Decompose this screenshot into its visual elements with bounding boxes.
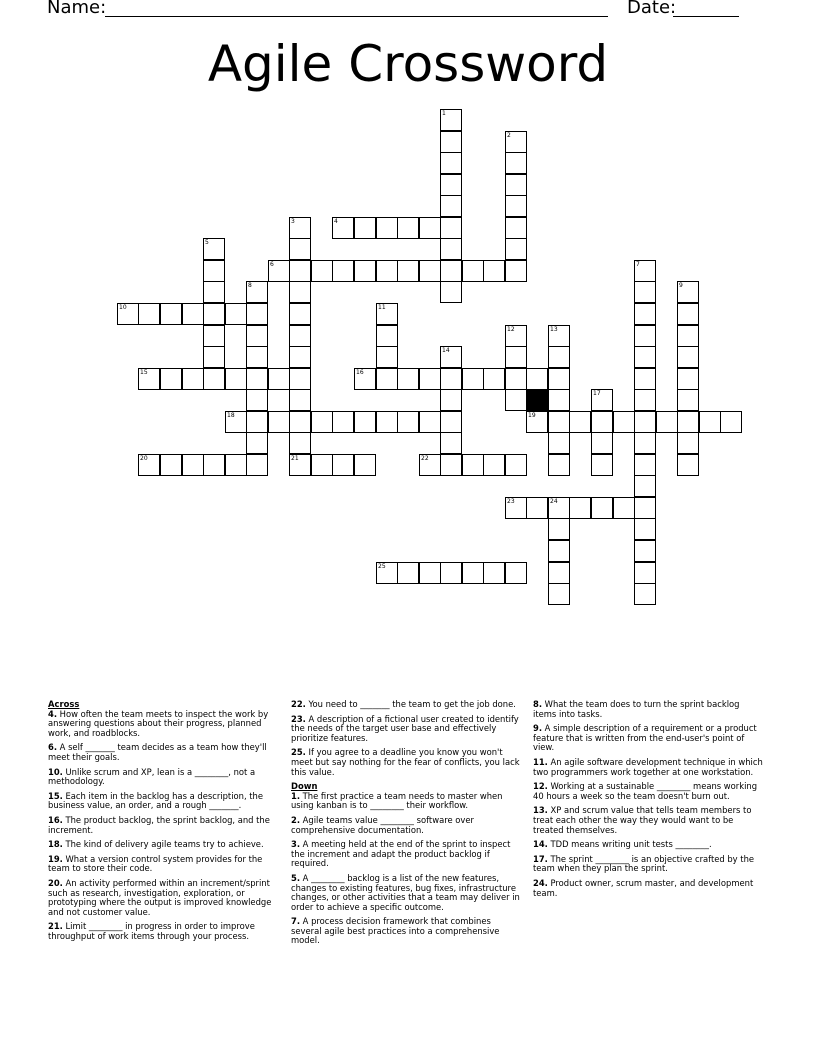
grid-cell[interactable]: [354, 260, 376, 282]
grid-cell[interactable]: [505, 195, 527, 217]
down-clue: [533, 855, 765, 874]
grid-cell[interactable]: [440, 281, 462, 303]
grid-cell[interactable]: [440, 195, 462, 217]
grid-cell[interactable]: [376, 368, 398, 390]
clue-number: 1.: [291, 790, 301, 801]
grid-cell[interactable]: [397, 562, 419, 584]
grid-cell[interactable]: [548, 497, 570, 519]
grid-cell[interactable]: [289, 303, 311, 325]
grid-cell[interactable]: [332, 217, 354, 239]
clue-text: Unlike scrum and XP, lean is a ________, not a methodology.: [48, 766, 256, 787]
grid-cell[interactable]: [440, 432, 462, 454]
grid-cell[interactable]: [634, 497, 656, 519]
across-clue: [48, 840, 280, 850]
grid-cell[interactable]: [376, 303, 398, 325]
grid-cell[interactable]: [268, 411, 290, 433]
cell-number: 9: [679, 282, 683, 289]
grid-cell[interactable]: [613, 497, 635, 519]
down-clue: [291, 840, 523, 869]
grid-cell[interactable]: [677, 389, 699, 411]
grid-cell[interactable]: [505, 238, 527, 260]
grid-cell[interactable]: [483, 260, 505, 282]
clue-text: A ________ backlog is a list of the new features, changes to existing features, bug fixes, infrastructure changes, or other activities that a team may deliver in order to achieve a specific outcome.: [291, 872, 520, 912]
clue-number: 3.: [291, 839, 301, 850]
grid-cell[interactable]: [354, 411, 376, 433]
grid-cell[interactable]: [203, 325, 225, 347]
grid-cell[interactable]: [569, 411, 591, 433]
grid-cell[interactable]: [203, 260, 225, 282]
grid-cell[interactable]: [419, 411, 441, 433]
clue-number: 4.: [48, 708, 58, 719]
grid-cell[interactable]: [419, 368, 441, 390]
grid-cell[interactable]: [634, 325, 656, 347]
clue-number: 8.: [533, 699, 543, 709]
grid-cell[interactable]: [591, 497, 613, 519]
down-clue: [533, 782, 765, 801]
clue-text: The first practice a team needs to master when using kanban is to ________ their workflow.: [291, 790, 503, 811]
grid-cell[interactable]: [440, 389, 462, 411]
grid-cell[interactable]: [634, 260, 656, 282]
grid-cell[interactable]: [311, 454, 333, 476]
cell-number: 4: [334, 218, 338, 225]
cell-number: 14: [442, 347, 450, 354]
grid-cell[interactable]: [677, 346, 699, 368]
grid-cell[interactable]: [182, 368, 204, 390]
grid-cell[interactable]: [376, 325, 398, 347]
across-clue: [48, 743, 280, 762]
grid-cell[interactable]: [548, 346, 570, 368]
cell-number: 13: [550, 326, 558, 333]
clue-number: 6.: [48, 742, 58, 753]
grid-cell[interactable]: [634, 518, 656, 540]
grid-cell[interactable]: [268, 368, 290, 390]
grid-cell[interactable]: [440, 368, 462, 390]
cell-number: 15: [140, 369, 148, 376]
grid-cell[interactable]: [246, 411, 268, 433]
grid-cell[interactable]: [440, 131, 462, 153]
grid-cell[interactable]: [483, 562, 505, 584]
cell-number: 5: [205, 239, 209, 246]
clue-number: 16.: [48, 814, 63, 825]
grid-cell[interactable]: [505, 562, 527, 584]
grid-cell[interactable]: [440, 109, 462, 131]
grid-cell[interactable]: [203, 238, 225, 260]
grid-cell[interactable]: [311, 411, 333, 433]
grid-cell[interactable]: [289, 389, 311, 411]
grid-cell[interactable]: [505, 217, 527, 239]
across-clue: [48, 768, 280, 787]
grid-cell[interactable]: [505, 152, 527, 174]
grid-cell[interactable]: [677, 303, 699, 325]
clue-text: What a version control system provides for the team to store their code.: [48, 853, 263, 874]
clue-number: 17.: [533, 853, 548, 864]
grid-cell[interactable]: [289, 454, 311, 476]
grid-cell[interactable]: [203, 368, 225, 390]
grid-cell[interactable]: [376, 260, 398, 282]
clue-text: Limit ________ in progress in order to improve throughput of work items through your process.: [48, 921, 255, 941]
grid-cell[interactable]: [462, 454, 484, 476]
down-clue: [291, 816, 523, 835]
cell-number: 11: [378, 304, 386, 311]
grid-cell[interactable]: [569, 497, 591, 519]
clue-number: 13.: [533, 805, 548, 816]
grid-cell[interactable]: [397, 411, 419, 433]
grid-cell[interactable]: [354, 368, 376, 390]
grid-cell[interactable]: [440, 411, 462, 433]
grid-cell[interactable]: [634, 540, 656, 562]
grid-cell[interactable]: [548, 540, 570, 562]
grid-cell[interactable]: [138, 368, 160, 390]
grid-cell[interactable]: [203, 281, 225, 303]
grid-cell[interactable]: [634, 432, 656, 454]
grid-cell[interactable]: [526, 411, 548, 433]
grid-cell[interactable]: [677, 281, 699, 303]
grid-cell[interactable]: [677, 368, 699, 390]
grid-cell[interactable]: [591, 411, 613, 433]
cell-number: 2: [507, 132, 511, 139]
clue-text: How often the team meets to inspect the work by answering questions about their progress, planned work, and roadblocks.: [48, 708, 269, 738]
grid-cell[interactable]: [182, 303, 204, 325]
grid-cell[interactable]: [548, 432, 570, 454]
grid-cell[interactable]: [289, 432, 311, 454]
black-cell: [526, 389, 548, 411]
grid-cell[interactable]: [182, 454, 204, 476]
grid-cell[interactable]: [677, 454, 699, 476]
clue-text: Agile teams value ________ software over comprehensive documentation.: [291, 814, 474, 835]
grid-cell[interactable]: [634, 303, 656, 325]
grid-cell[interactable]: [246, 432, 268, 454]
grid-cell[interactable]: [591, 432, 613, 454]
clue-text: The sprint ________ is an objective crafted by the team when they plan the sprint.: [533, 853, 755, 874]
cell-number: 22: [421, 455, 429, 462]
down-clue: [291, 874, 523, 912]
cell-number: 3: [291, 218, 295, 225]
grid-cell[interactable]: [246, 346, 268, 368]
grid-cell[interactable]: [634, 454, 656, 476]
grid-cell[interactable]: [548, 583, 570, 605]
grid-cell[interactable]: [505, 346, 527, 368]
grid-cell[interactable]: [440, 454, 462, 476]
clues-column-3: [533, 700, 765, 903]
clue-number: 25.: [291, 747, 306, 758]
clue-number: 22.: [291, 699, 306, 709]
grid-cell[interactable]: [634, 411, 656, 433]
grid-cell[interactable]: [160, 303, 182, 325]
grid-cell[interactable]: [634, 583, 656, 605]
grid-cell[interactable]: [332, 260, 354, 282]
grid-cell[interactable]: [268, 260, 290, 282]
grid-cell[interactable]: [505, 131, 527, 153]
clue-text: You need to _______ the team to get the job done.: [305, 699, 516, 709]
grid-cell[interactable]: [354, 217, 376, 239]
clue-number: 23.: [291, 713, 306, 724]
grid-cell[interactable]: [246, 368, 268, 390]
clue-number: 21.: [48, 921, 63, 932]
clue-text: Each item in the backlog has a description, the business value, an order, and a rough _______.: [48, 790, 264, 811]
cell-number: 10: [119, 304, 127, 311]
grid-cell[interactable]: [505, 174, 527, 196]
grid-cell[interactable]: [548, 518, 570, 540]
grid-cell[interactable]: [505, 325, 527, 347]
grid-cell[interactable]: [419, 260, 441, 282]
grid-cell[interactable]: [656, 411, 678, 433]
grid-cell[interactable]: [419, 217, 441, 239]
clue-text: A meeting held at the end of the sprint to inspect the increment and adapt the product backlog if required.: [291, 839, 511, 869]
grid-cell[interactable]: [526, 368, 548, 390]
grid-cell[interactable]: [246, 454, 268, 476]
cell-number: 16: [356, 369, 364, 376]
cell-number: 24: [550, 498, 558, 505]
down-clue: [291, 792, 523, 811]
across-clue: [48, 710, 280, 739]
grid-cell[interactable]: [505, 368, 527, 390]
grid-cell[interactable]: [548, 454, 570, 476]
grid-cell[interactable]: [203, 454, 225, 476]
clue-text: A simple description of a requirement or a product feature that is written from the end-user's point of view.: [533, 723, 757, 753]
cell-number: 8: [248, 282, 252, 289]
grid-cell[interactable]: [311, 260, 333, 282]
clue-number: 9.: [533, 723, 543, 734]
grid-cell[interactable]: [289, 325, 311, 347]
page-title: Agile Crossword: [207, 35, 609, 93]
grid-cell[interactable]: [634, 475, 656, 497]
cell-number: 20: [140, 455, 148, 462]
grid-cell[interactable]: [332, 411, 354, 433]
down-clue: [533, 840, 765, 850]
grid-cell[interactable]: [289, 411, 311, 433]
grid-cell[interactable]: [440, 562, 462, 584]
down-clue: [291, 917, 523, 946]
cell-number: 21: [291, 455, 299, 462]
across-clue: [48, 879, 280, 917]
cell-number: 19: [528, 412, 536, 419]
clue-number: 7.: [291, 916, 301, 927]
clue-text: The kind of delivery agile teams try to achieve.: [62, 839, 264, 850]
grid-cell[interactable]: [354, 454, 376, 476]
grid-cell[interactable]: [203, 346, 225, 368]
down-clue: [533, 806, 765, 835]
clue-number: 24.: [533, 877, 548, 888]
clue-number: 12.: [533, 781, 548, 792]
clue-text: If you agree to a deadline you know you won't meet but say nothing for the fear of conflicts, you lack this value.: [291, 747, 520, 777]
grid-cell[interactable]: [548, 562, 570, 584]
grid-cell[interactable]: [246, 303, 268, 325]
clue-text: The product backlog, the sprint backlog, and the increment.: [48, 814, 270, 835]
grid-cell[interactable]: [440, 174, 462, 196]
across-clue: [48, 816, 280, 835]
across-clue: [291, 748, 523, 777]
grid-cell[interactable]: [376, 562, 398, 584]
grid-cell[interactable]: [376, 217, 398, 239]
grid-cell[interactable]: [462, 368, 484, 390]
clue-text: A process decision framework that combines several agile best practices into a comprehensive model.: [291, 916, 500, 946]
grid-cell[interactable]: [440, 152, 462, 174]
clue-text: Product owner, scrum master, and development team.: [533, 877, 754, 898]
grid-cell[interactable]: [419, 454, 441, 476]
clue-text: An activity performed within an increment/sprint such as research, investigation, exploration, or prototyping where the output is improved knowledge and not customer value.: [48, 877, 272, 917]
grid-cell[interactable]: [699, 411, 721, 433]
clue-text: TDD means writing unit tests ________.: [547, 839, 712, 850]
grid-cell[interactable]: [289, 238, 311, 260]
grid-cell[interactable]: [332, 454, 354, 476]
grid-cell[interactable]: [548, 325, 570, 347]
down-clue: [533, 879, 765, 898]
grid-cell[interactable]: [376, 411, 398, 433]
grid-cell[interactable]: [440, 260, 462, 282]
across-clue: [48, 792, 280, 811]
cell-number: 7: [636, 261, 640, 268]
grid-cell[interactable]: [677, 325, 699, 347]
across-clue: [291, 700, 523, 710]
clue-number: 2.: [291, 814, 301, 825]
grid-cell[interactable]: [440, 238, 462, 260]
down-clue: [533, 758, 765, 777]
grid-cell[interactable]: [246, 325, 268, 347]
grid-cell[interactable]: [634, 562, 656, 584]
date-label: Date:: [627, 0, 677, 18]
grid-cell[interactable]: [203, 303, 225, 325]
grid-cell[interactable]: [397, 217, 419, 239]
grid-cell[interactable]: [483, 368, 505, 390]
grid-cell[interactable]: [634, 346, 656, 368]
clue-number: 10.: [48, 766, 63, 777]
clue-number: 15.: [48, 790, 63, 801]
down-clue: [533, 700, 765, 719]
across-clue: [291, 715, 523, 744]
clue-number: 11.: [533, 756, 548, 767]
clue-text: An agile software development technique in which two programmers work together at one workstation.: [533, 756, 763, 777]
grid-cell[interactable]: [246, 281, 268, 303]
grid-cell[interactable]: [677, 411, 699, 433]
grid-cell[interactable]: [440, 217, 462, 239]
grid-cell[interactable]: [289, 368, 311, 390]
clue-text: XP and scrum value that tells team members to treat each other the way they would want to be treated themselves.: [533, 805, 752, 835]
name-label: Name:: [47, 0, 107, 18]
grid-cell[interactable]: [225, 411, 247, 433]
grid-cell[interactable]: [548, 368, 570, 390]
grid-cell[interactable]: [117, 303, 139, 325]
grid-cell[interactable]: [440, 346, 462, 368]
grid-cell[interactable]: [397, 260, 419, 282]
cell-number: 6: [270, 261, 274, 268]
grid-cell[interactable]: [548, 389, 570, 411]
cell-number: 12: [507, 326, 515, 333]
down-heading: Down: [291, 781, 318, 792]
grid-cell[interactable]: [376, 346, 398, 368]
grid-cell[interactable]: [462, 562, 484, 584]
clue-text: What the team does to turn the sprint backlog items into tasks.: [533, 699, 740, 719]
grid-cell[interactable]: [720, 411, 742, 433]
grid-cell[interactable]: [591, 389, 613, 411]
clue-number: 20.: [48, 877, 63, 888]
grid-cell[interactable]: [505, 389, 527, 411]
grid-cell[interactable]: [634, 281, 656, 303]
grid-cell[interactable]: [289, 281, 311, 303]
grid-cell[interactable]: [591, 454, 613, 476]
grid-cell[interactable]: [548, 411, 570, 433]
grid-cell[interactable]: [225, 303, 247, 325]
cell-number: 17: [593, 390, 601, 397]
clue-text: Working at a sustainable ________ means working 40 hours a week so the team doesn't burn out.: [533, 781, 758, 801]
cell-number: 18: [227, 412, 235, 419]
grid-cell[interactable]: [138, 454, 160, 476]
clue-number: 18.: [48, 839, 63, 850]
clues-column-2: [291, 700, 523, 951]
grid-cell[interactable]: [289, 217, 311, 239]
grid-cell[interactable]: [289, 260, 311, 282]
clue-number: 5.: [291, 872, 301, 883]
grid-cell[interactable]: [397, 368, 419, 390]
cell-number: 23: [507, 498, 515, 505]
grid-cell[interactable]: [462, 260, 484, 282]
grid-cell[interactable]: [225, 368, 247, 390]
down-clue: [533, 724, 765, 753]
grid-cell[interactable]: [160, 368, 182, 390]
grid-cell[interactable]: [419, 562, 441, 584]
grid-cell[interactable]: [483, 454, 505, 476]
grid-cell[interactable]: [613, 411, 635, 433]
clue-number: 14.: [533, 839, 548, 850]
cell-number: 1: [442, 110, 446, 117]
grid-cell[interactable]: [225, 454, 247, 476]
grid-cell[interactable]: [505, 260, 527, 282]
grid-cell[interactable]: [289, 346, 311, 368]
grid-cell[interactable]: [160, 454, 182, 476]
grid-cell[interactable]: [246, 389, 268, 411]
across-clue: [48, 922, 280, 941]
grid-cell[interactable]: [526, 497, 548, 519]
clue-text: A self _______ team decides as a team how they'll meet their goals.: [48, 742, 267, 762]
cell-number: 25: [378, 563, 386, 570]
across-heading: Across: [48, 699, 80, 709]
grid-cell[interactable]: [634, 389, 656, 411]
clue-text: A description of a fictional user created to identify the needs of the target user base and effectively prioritize features.: [291, 713, 519, 743]
grid-cell[interactable]: [677, 432, 699, 454]
clue-number: 19.: [48, 853, 63, 864]
grid-cell[interactable]: [505, 454, 527, 476]
grid-cell[interactable]: [138, 303, 160, 325]
grid-cell[interactable]: [505, 497, 527, 519]
grid-cell[interactable]: [634, 368, 656, 390]
clues-column-1: [48, 700, 280, 946]
across-clue: [48, 855, 280, 874]
